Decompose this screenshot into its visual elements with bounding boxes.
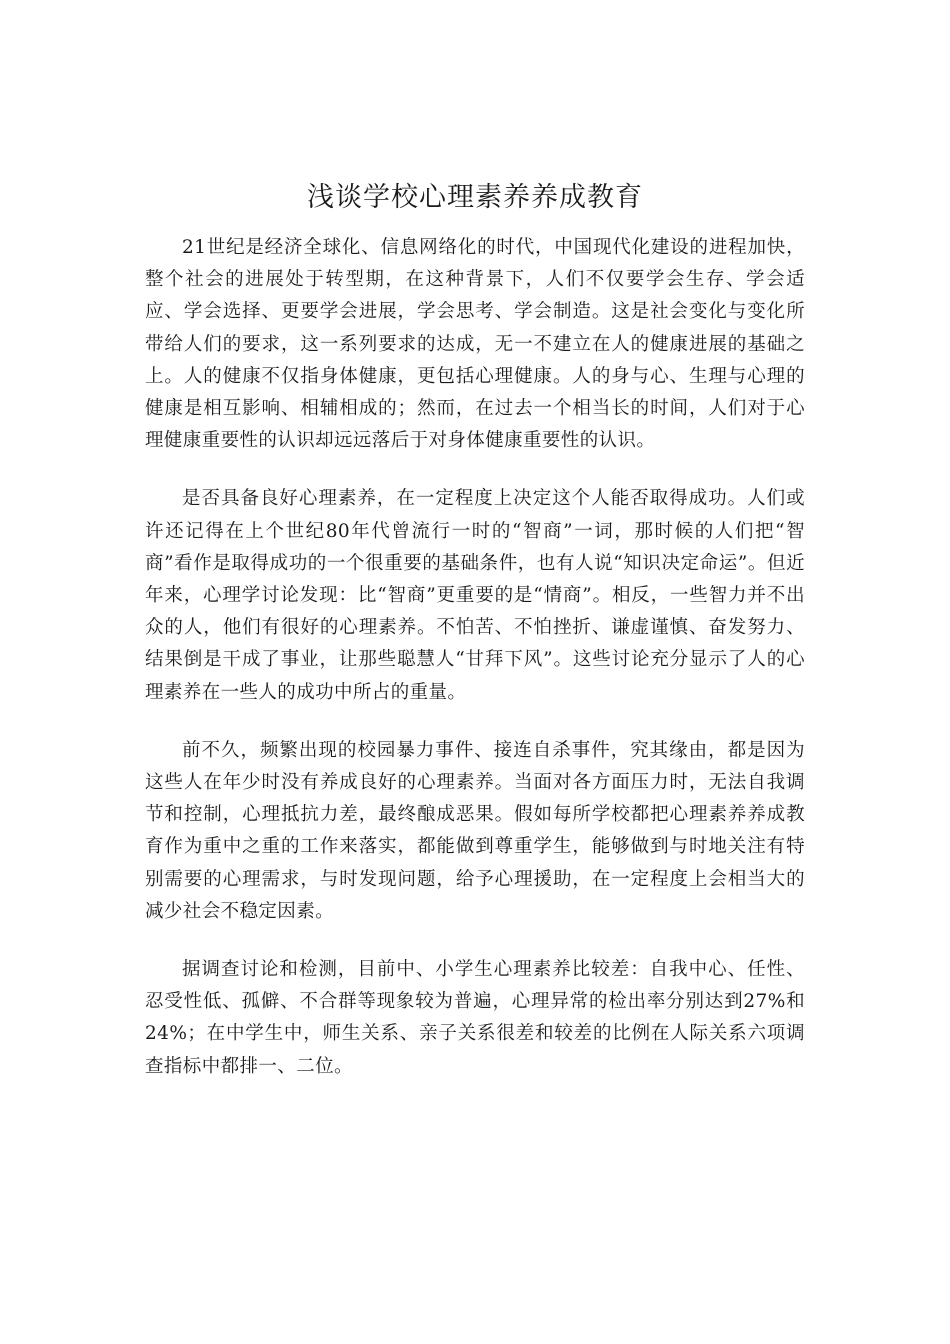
paragraph: 前不久，频繁出现的校园暴力事件、接连自杀事件，究其缘由，都是因为这些人在年少时没有养成良好的心理素养。当面对各方面压力时，无法自我调节和控制，心理抵抗力差，最终酿成恶果。假如每所学校都把心理素养养成教育作为重中之重的工作来落实，都能做到尊重学生，能够做到与时地关注有特别需要的心理需求，与时发现问题，给予心理援助，在一定程度上会相当大的减少社会不稳定因素。 — [145, 739, 805, 922]
paragraph: 据调查讨论和检测，目前中、小学生心理素养比较差：自我中心、任性、忍受性低、孤僻、不合群等现象较为普遍，心理异常的检出率分别达到27%和24%；在中学生中，师生关系、亲子关系很差和较差的比例在人际关系六项调查指标中都排一、二位。 — [145, 959, 805, 1077]
paragraph: 21世纪是经济全球化、信息网络化的时代，中国现代化建设的进程加快，整个社会的进展处于转型期，在这种背景下，人们不仅要学会生存、学会适应、学会选择、更要学会进展，学会思考、学会制造。这是社会变化与变化所带给人们的要求，这一系列要求的达成，无一不建立在人的健康进展的基础之上。人的健康不仅指身体健康，更包括心理健康。人的身与心、生理与心理的健康是相互影响、相辅相成的；然而，在过去一个相当长的时间，人们对于心理健康重要性的认识却远远落后于对身体健康重要性的认识。 — [145, 237, 805, 452]
document-body — [145, 232, 805, 1109]
paragraph: 是否具备良好心理素养，在一定程度上决定这个人能否取得成功。人们或许还记得在上个世纪80年代曾流行一时的“智商”一词，那时候的人们把“智商”看作是取得成功的一个很重要的基础条件，也有人说“知识决定命运”。但近年来，心理学讨论发现：比“智商”更重要的是“情商”。相反，一些智力并不出众的人，他们有很好的心理素养。不怕苦、不怕挫折、谦虚谨慎、奋发努力、结果倒是干成了事业，让那些聪慧人“甘拜下风”。这些讨论充分显示了人的心理素养在一些人的成功中所占的重量。 — [145, 488, 805, 703]
document-title: 浅谈学校心理素养养成教育 — [307, 182, 643, 213]
